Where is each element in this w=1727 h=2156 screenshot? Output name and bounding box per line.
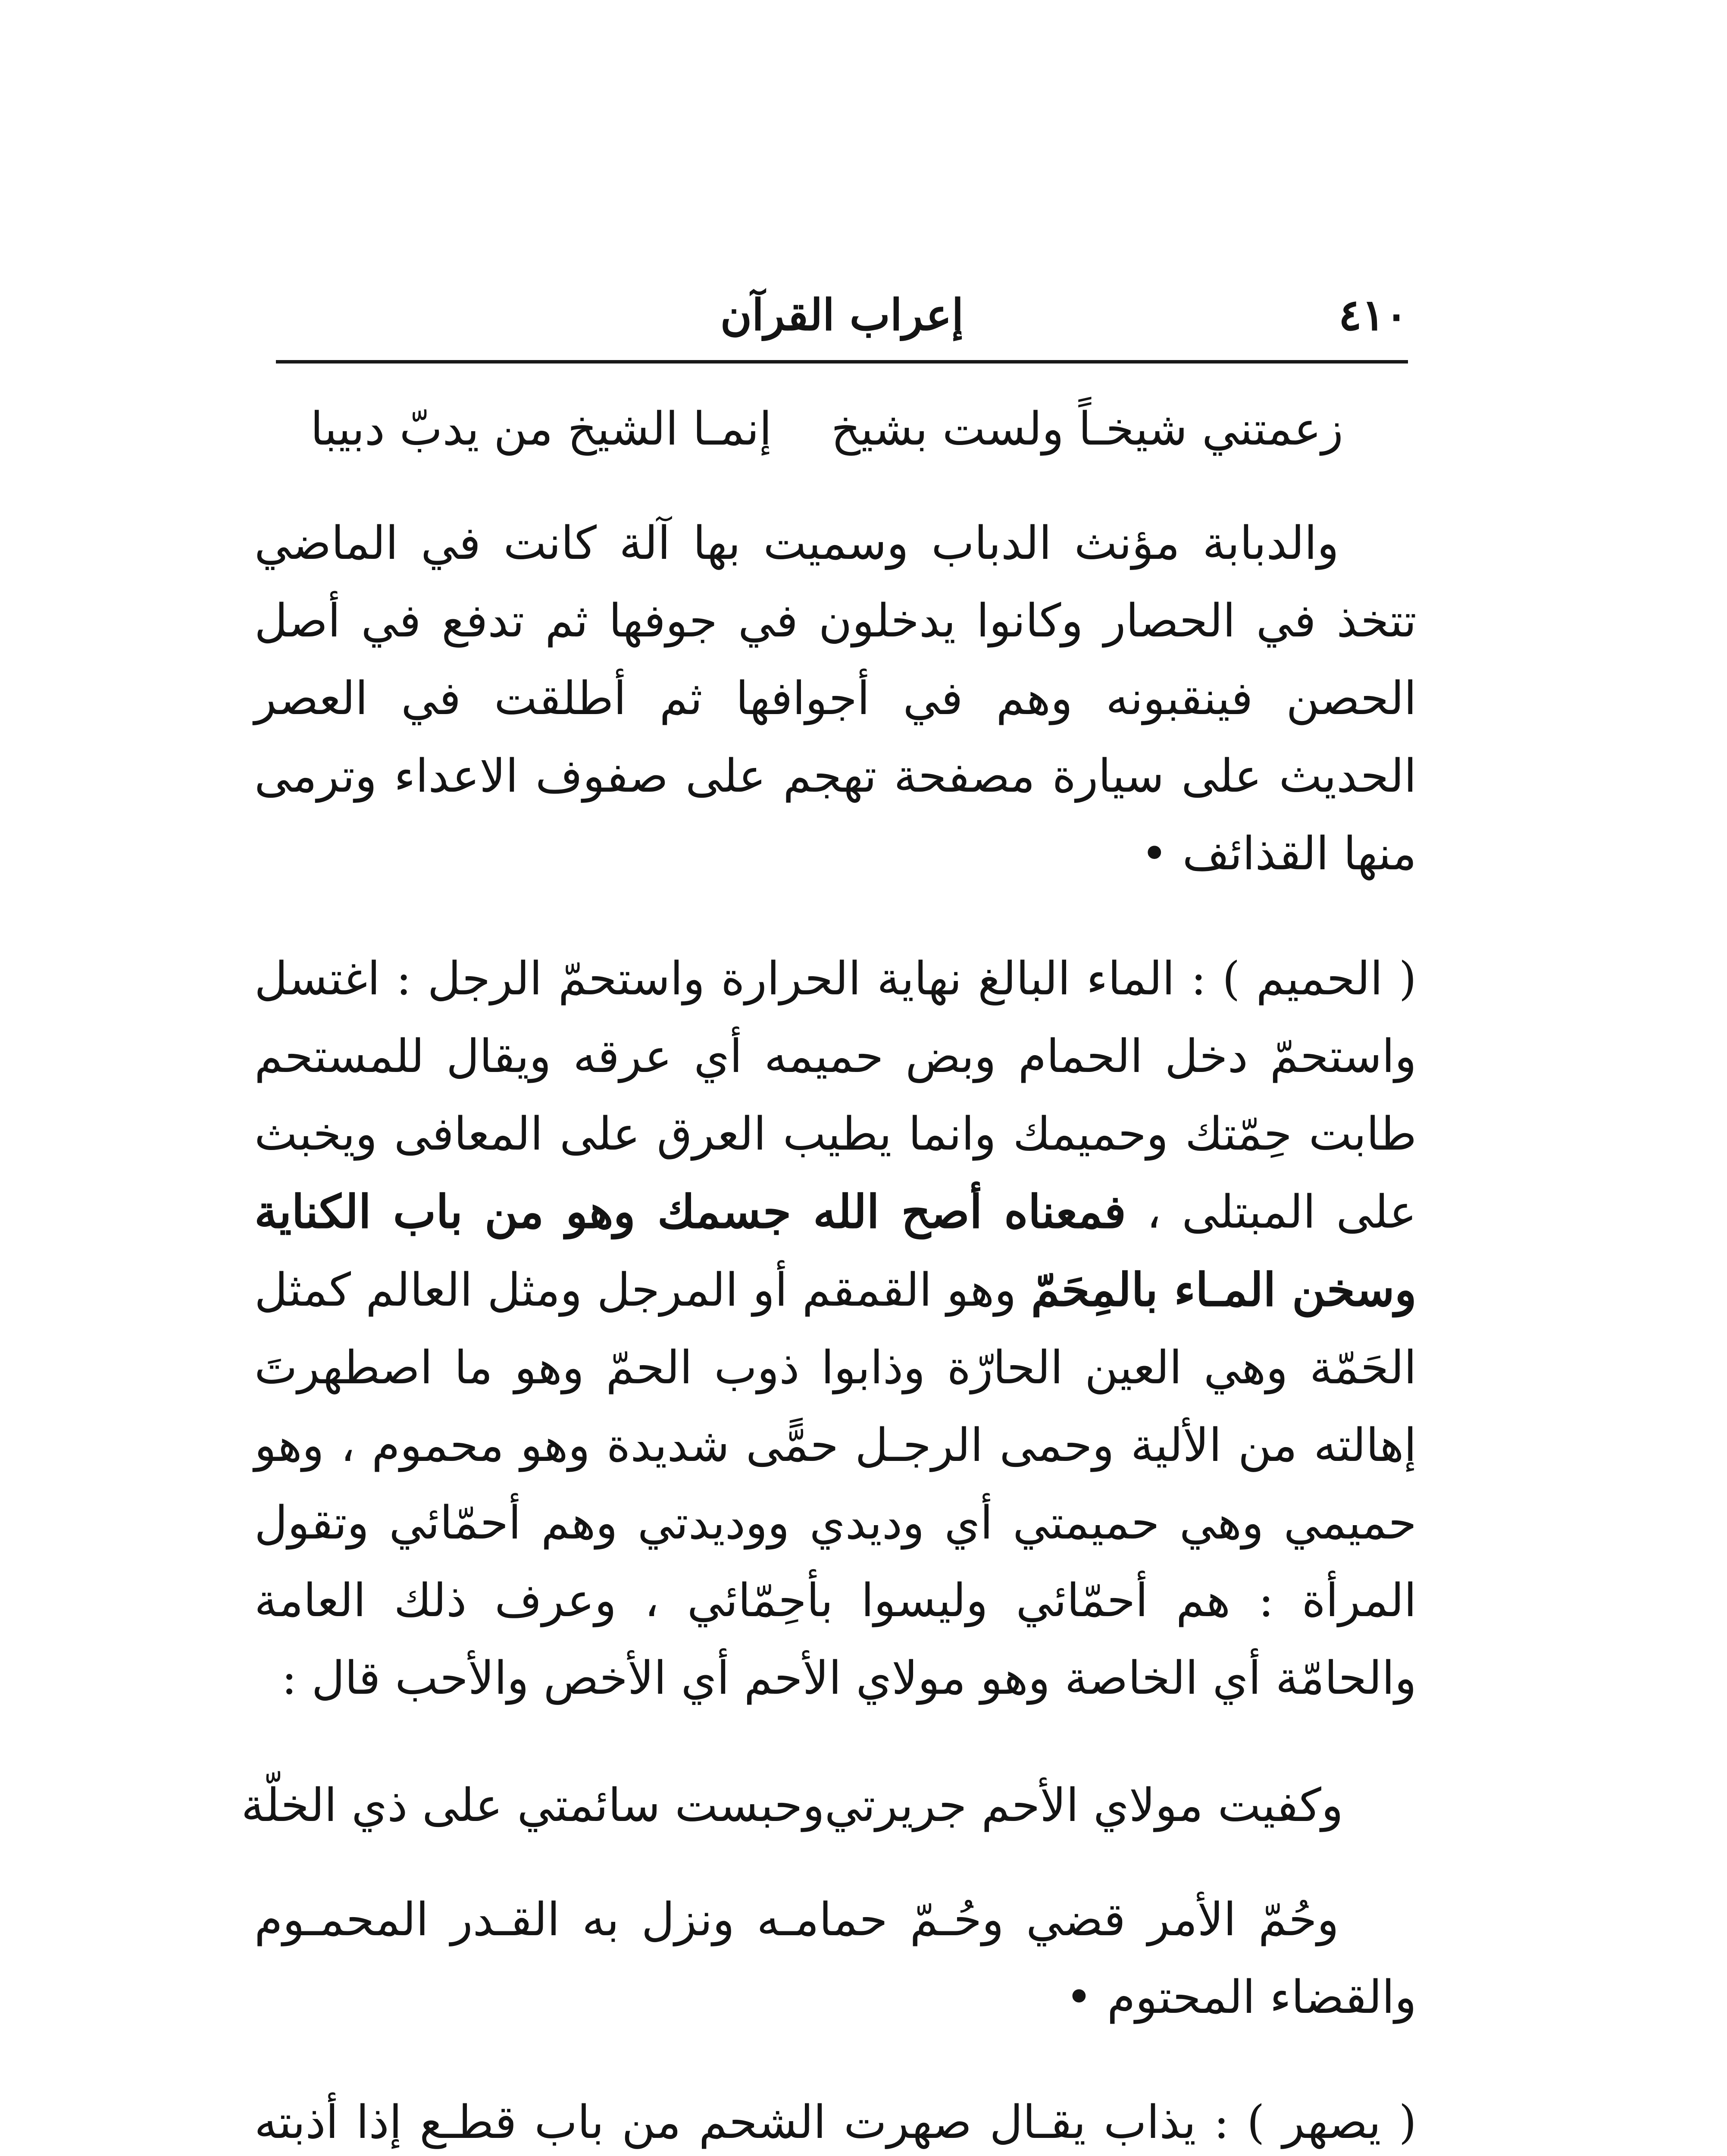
verse-1-first-hemistich: زعمتني شيخـاً ولست بشيخ <box>831 402 1343 455</box>
spacer <box>254 1846 1417 1881</box>
paragraph-hamim-bold-text: فمعناه أصح الله جسمك وهو من باب الكناية وسخن المـاء بالمِحَمّ <box>254 1185 1417 1316</box>
paragraph-yusharu <box>254 2084 1417 2156</box>
header-rule <box>276 360 1408 364</box>
verse-2-first-hemistich: وكفيت مولاي الأحم جريرتي <box>824 1779 1343 1832</box>
paragraph-dabbaba <box>254 505 1417 893</box>
running-title: إعراب القرآن <box>720 289 964 340</box>
page-body <box>241 388 1417 2156</box>
spacer <box>254 2036 1417 2084</box>
paragraph-humma <box>254 1881 1417 2036</box>
poetry-verse-1 <box>254 388 1417 470</box>
paragraph-dabbaba-text: والدبابة مؤنث الدباب وسميت بها آلة كانت في الماضي تتخذ في الحصار وكانوا يدخلون في جوفها ثم تدفع في أصل الحصن فينقبونه وهم في أجوافها ثم أطلقت في العصر الحديث على سيارة مصفحة تهجم على صفوف الاعداء وترمى منها القذائف • <box>254 517 1417 880</box>
spacer <box>254 1717 1417 1764</box>
verse-1-second-hemistich: إنمـا الشيخ من يدبّ دبيبا <box>310 402 772 455</box>
paragraph-humma-text: وحُمّ الأمر قضي وحُـمّ حمامـه ونزل به القـدر المحمـوم والقضاء المحتوم • <box>254 1893 1417 2024</box>
paragraph-yusharu-text: ( يصهر ) : يذاب يقـال صهرت الشحم من باب قطـع إذا أذبته <box>254 2096 1417 2149</box>
page-header <box>276 280 1408 354</box>
poetry-verse-2 <box>241 1764 1417 1846</box>
paragraph-hamim-text-2: وهو القمقم أو المرجل ومثل العالم كمثل الحَمّة وهي العين الحارّة وذابوا ذوب الحمّ وهو ما اصطهرتَ إهالته من الألية وحمى الرجـل حمًّى شديدة وهو محموم ، وهو حميمي وهي حميمتي أي وديدي ووديدتي وهم أحمّائي وتقول المرأة : هم أحمّائي وليسوا بأحِمّائي ، وعرف ذلك العامة والحامّة أي الخاصة وهو مولاي الأحم أي الأخص والأحب قال : <box>254 1263 1417 1705</box>
paragraph-hamim <box>254 940 1417 1717</box>
spacer <box>254 470 1417 505</box>
spacer <box>254 893 1417 940</box>
verse-2-second-hemistich: وحبست سائمتي على ذي الخلّة <box>241 1779 825 1832</box>
page-number: ٤١٠ <box>1338 289 1408 340</box>
paragraph-hamim-text-1: ( الحميم ) : الماء البالغ نهاية الحرارة واستحمّ الرجل : اغتسل واستحمّ دخل الحمام وبض حميمه أي عرقه ويقال للمستحم طابت حِمّتك وحميمك وانما يطيب العرق على المعافى ويخبث على المبتلى ، <box>254 952 1417 1238</box>
